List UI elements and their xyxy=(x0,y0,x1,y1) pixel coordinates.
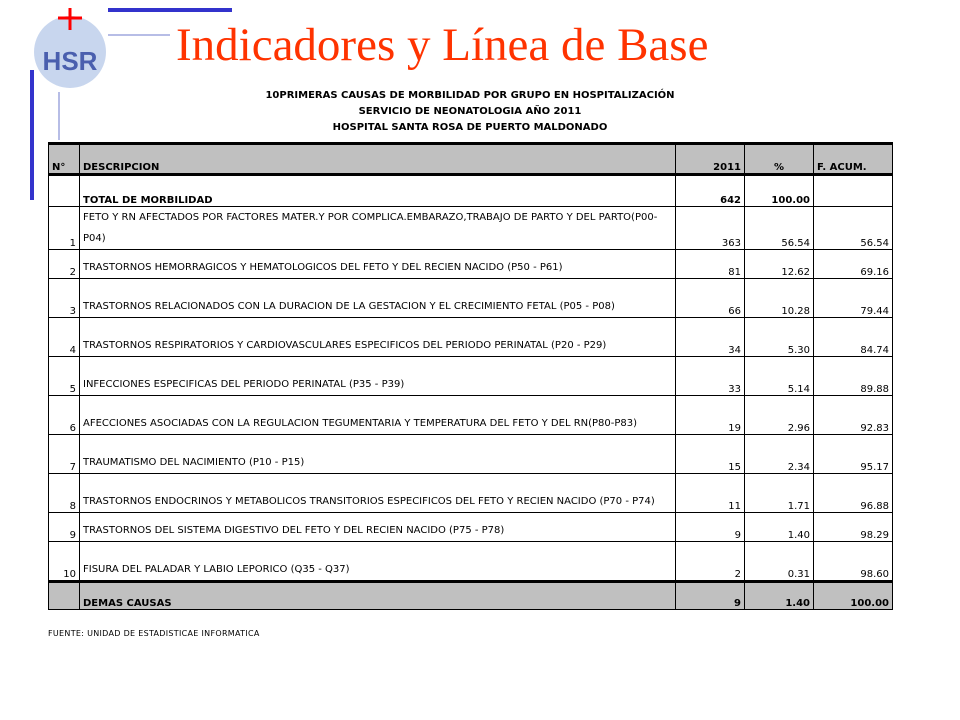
row-value: 81 xyxy=(676,250,745,279)
row-number: 2 xyxy=(49,250,80,279)
table-row xyxy=(49,250,893,279)
row-number: 1 xyxy=(49,207,80,250)
header-percent: % xyxy=(745,144,814,175)
source-note: FUENTE: UNIDAD DE ESTADISTICAE INFORMATICA xyxy=(48,629,260,638)
row-accumulated: 79.44 xyxy=(814,279,893,318)
row-number: 4 xyxy=(49,318,80,357)
row-description: TRASTORNOS DEL SISTEMA DIGESTIVO DEL FETO Y DEL RECIEN NACIDO (P75 - P78) xyxy=(80,513,676,542)
row-value: 363 xyxy=(676,207,745,250)
row-description: TRASTORNOS RELACIONADOS CON LA DURACION DE LA GESTACION Y EL CRECIMIENTO FETAL (P05 - P08) xyxy=(80,279,676,318)
hospital-logo xyxy=(30,6,108,92)
row-number: 3 xyxy=(49,279,80,318)
row-description: AFECCIONES ASOCIADAS CON LA REGULACION TEGUMENTARIA Y TEMPERATURA DEL FETO Y DEL RN(P80-P83) xyxy=(80,396,676,435)
table-row xyxy=(49,474,893,513)
row-percent: 0.31 xyxy=(745,542,814,582)
row-number: 6 xyxy=(49,396,80,435)
table-row xyxy=(49,357,893,396)
row-percent: 12.62 xyxy=(745,250,814,279)
total-value: 642 xyxy=(676,175,745,207)
row-accumulated: 69.16 xyxy=(814,250,893,279)
others-row xyxy=(49,582,893,610)
row-number: 9 xyxy=(49,513,80,542)
row-description: TRASTORNOS RESPIRATORIOS Y CARDIOVASCULARES ESPECIFICOS DEL PERIODO PERINATAL (P20 - P29) xyxy=(80,318,676,357)
table-row xyxy=(49,396,893,435)
row-percent: 56.54 xyxy=(745,207,814,250)
logo-letters: HSR xyxy=(42,46,98,76)
others-value: 9 xyxy=(676,582,745,610)
row-description: INFECCIONES ESPECIFICAS DEL PERIODO PERINATAL (P35 - P39) xyxy=(80,357,676,396)
frame-line-top xyxy=(108,8,232,12)
header-row xyxy=(49,144,893,175)
others-description: DEMAS CAUSAS xyxy=(80,582,676,610)
total-description: TOTAL DE MORBILIDAD xyxy=(80,175,676,207)
table-row xyxy=(49,542,893,582)
table-row xyxy=(49,435,893,474)
row-value: 34 xyxy=(676,318,745,357)
row-percent: 5.30 xyxy=(745,318,814,357)
row-accumulated: 92.83 xyxy=(814,396,893,435)
row-percent: 10.28 xyxy=(745,279,814,318)
total-row xyxy=(49,175,893,207)
page-title: Indicadores y Línea de Base xyxy=(176,19,709,71)
row-value: 15 xyxy=(676,435,745,474)
row-percent: 2.96 xyxy=(745,396,814,435)
row-value: 2 xyxy=(676,542,745,582)
table-heading xyxy=(0,88,940,136)
others-accumulated: 100.00 xyxy=(814,582,893,610)
others-n xyxy=(49,582,80,610)
header-n: N° xyxy=(49,144,80,175)
row-percent: 1.71 xyxy=(745,474,814,513)
row-value: 66 xyxy=(676,279,745,318)
row-value: 9 xyxy=(676,513,745,542)
subtitle-line-2: SERVICIO DE NEONATOLOGIA AÑO 2011 xyxy=(358,106,582,117)
table-row xyxy=(49,279,893,318)
row-number: 5 xyxy=(49,357,80,396)
row-description: FISURA DEL PALADAR Y LABIO LEPORICO (Q35 - Q37) xyxy=(80,542,676,582)
row-description: TRASTORNOS ENDOCRINOS Y METABOLICOS TRANSITORIOS ESPECIFICOS DEL FETO Y RECIEN NACIDO (P70 - P74) xyxy=(80,474,676,513)
subtitle-line-3: HOSPITAL SANTA ROSA DE PUERTO MALDONADO xyxy=(332,122,608,133)
row-percent: 1.40 xyxy=(745,513,814,542)
total-n xyxy=(49,175,80,207)
morbidity-table-wrapper xyxy=(48,142,892,610)
row-value: 11 xyxy=(676,474,745,513)
table-row xyxy=(49,513,893,542)
total-percent: 100.00 xyxy=(745,175,814,207)
header-year: 2011 xyxy=(676,144,745,175)
row-accumulated: 84.74 xyxy=(814,318,893,357)
row-description: TRASTORNOS HEMORRAGICOS Y HEMATOLOGICOS DEL FETO Y DEL RECIEN NACIDO (P50 - P61) xyxy=(80,250,676,279)
table-row xyxy=(49,207,893,250)
total-accumulated xyxy=(814,175,893,207)
frame-line-top-light xyxy=(108,34,170,36)
row-accumulated: 89.88 xyxy=(814,357,893,396)
row-value: 33 xyxy=(676,357,745,396)
row-number: 8 xyxy=(49,474,80,513)
row-accumulated: 98.60 xyxy=(814,542,893,582)
row-accumulated: 56.54 xyxy=(814,207,893,250)
header-accumulated: F. ACUM. xyxy=(814,144,893,175)
table-row xyxy=(49,318,893,357)
row-description: TRAUMATISMO DEL NACIMIENTO (P10 - P15) xyxy=(80,435,676,474)
subtitle-line-1: 10PRIMERAS CAUSAS DE MORBILIDAD POR GRUPO EN HOSPITALIZACIÓN xyxy=(265,90,675,101)
row-accumulated: 96.88 xyxy=(814,474,893,513)
row-accumulated: 98.29 xyxy=(814,513,893,542)
row-description: FETO Y RN AFECTADOS POR FACTORES MATER.Y POR COMPLICA.EMBARAZO,TRABAJO DE PARTO Y DEL PARTO(P00-P04) xyxy=(80,207,676,250)
row-number: 10 xyxy=(49,542,80,582)
row-number: 7 xyxy=(49,435,80,474)
morbidity-table xyxy=(48,142,893,610)
row-value: 19 xyxy=(676,396,745,435)
header-description: DESCRIPCION xyxy=(80,144,676,175)
row-percent: 5.14 xyxy=(745,357,814,396)
row-accumulated: 95.17 xyxy=(814,435,893,474)
others-percent: 1.40 xyxy=(745,582,814,610)
row-percent: 2.34 xyxy=(745,435,814,474)
